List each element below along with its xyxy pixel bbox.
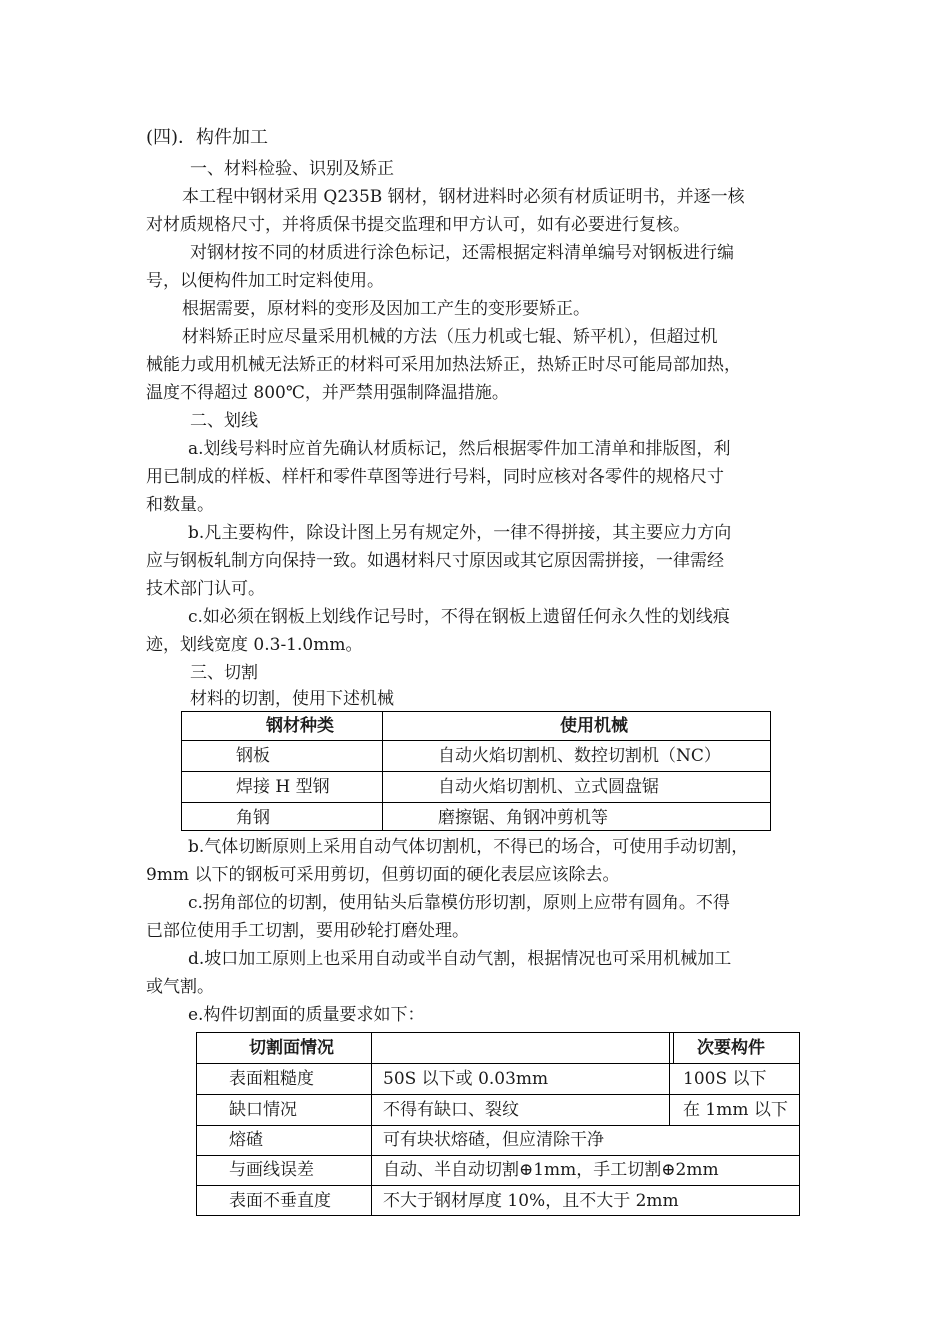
subheading-marking: 二、划线: [190, 411, 258, 431]
table-header: 切割面情况: [249, 1038, 334, 1058]
paragraph-line: a.划线号料时应首先确认材质标记，然后根据零件加工清单和排版图，利: [188, 439, 731, 459]
paragraph-line: 根据需要，原材料的变形及因加工产生的变形要矫正。: [182, 299, 590, 319]
table-header: 钢材种类: [266, 716, 334, 736]
table-cell: 缺口情况: [229, 1100, 297, 1120]
paragraph-line: c.如必须在钢板上划线作记号时，不得在钢板上遗留任何永久性的划线痕: [188, 607, 730, 627]
table-cell: 不得有缺口、裂纹: [383, 1100, 519, 1120]
paragraph-line: c.拐角部位的切割，使用钻头后靠模仿形切割，原则上应带有圆角。不得: [188, 893, 730, 913]
paragraph-line: 温度不得超过 800℃，并严禁用强制降温措施。: [146, 383, 509, 403]
paragraph-line: 技术部门认可。: [146, 579, 265, 599]
paragraph-line: 迹，划线宽度 0.3-1.0mm。: [146, 635, 363, 655]
table-cell: 不大于钢材厚度 10%，且不大于 2mm: [383, 1191, 679, 1211]
paragraph-line: b.气体切断原则上采用自动气体切割机，不得已的场合，可使用手动切割，: [188, 837, 749, 857]
paragraph-line: 对钢材按不同的材质进行涂色标记，还需根据定料清单编号对钢板进行编: [190, 243, 734, 263]
table-cell: 100S 以下: [683, 1069, 767, 1089]
cut-surface-quality-table: [196, 1032, 800, 1216]
paragraph-line: 或气割。: [146, 977, 214, 997]
paragraph-line: 材料的切割，使用下述机械: [190, 689, 394, 709]
paragraph-line: 号，以便构件加工时定料使用。: [146, 271, 384, 291]
table-cell: 与画线误差: [229, 1160, 314, 1180]
subheading-cutting: 三、切割: [190, 663, 258, 683]
table-header: 使用机械: [560, 716, 628, 736]
paragraph-line: e.构件切割面的质量要求如下：: [188, 1005, 425, 1025]
paragraph-line: 本工程中钢材采用 Q235B 钢材，钢材进料时必须有材质证明书，并逐一核: [182, 187, 745, 207]
cutting-machines-table: [181, 711, 771, 831]
table-cell: 角钢: [236, 808, 270, 828]
table-header: 次要构件: [697, 1038, 765, 1058]
paragraph-line: 械能力或用机械无法矫正的材料可采用加热法矫正，热矫正时尽可能局部加热，: [146, 355, 741, 375]
table-cell: 50S 以下或 0.03mm: [383, 1069, 549, 1089]
table-cell: 表面不垂直度: [229, 1191, 331, 1211]
table-cell: 焊接 H 型钢: [236, 777, 330, 797]
table-cell: 熔碴: [229, 1130, 263, 1150]
table-cell: 钢板: [236, 746, 270, 766]
paragraph-line: 用已制成的样板、样杆和零件草图等进行号料，同时应核对各零件的规格尺寸: [146, 467, 724, 487]
paragraph-line: 对材质规格尺寸，并将质保书提交监理和甲方认可，如有必要进行复核。: [146, 215, 690, 235]
paragraph-line: 材料矫正时应尽量采用机械的方法（压力机或七辊、矫平机），但超过机: [182, 327, 718, 347]
table-cell: 自动火焰切割机、立式圆盘锯: [438, 777, 659, 797]
subheading-material: 一、材料检验、识别及矫正: [190, 159, 394, 179]
paragraph-line: b.凡主要构件，除设计图上另有规定外，一律不得拼接，其主要应力方向: [188, 523, 732, 543]
table-cell: 在 1mm 以下: [683, 1100, 788, 1120]
paragraph-line: 和数量。: [146, 495, 214, 515]
table-cell: 自动火焰切割机、数控切割机（NC）: [438, 746, 721, 766]
paragraph-line: 已部位使用手工切割，要用砂轮打磨处理。: [146, 921, 469, 941]
section-title: (四)．构件加工: [146, 127, 269, 148]
paragraph-line: 应与钢板轧制方向保持一致。如遇材料尺寸原因或其它原因需拼接，一律需经: [146, 551, 724, 571]
table-cell: 可有块状熔碴，但应清除干净: [383, 1130, 604, 1150]
table-cell: 磨擦锯、角钢冲剪机等: [438, 808, 608, 828]
paragraph-line: d.坡口加工原则上也采用自动或半自动气割，根据情况也可采用机械加工: [188, 949, 732, 969]
table-cell: 自动、半自动切割⊕1mm，手工切割⊕2mm: [383, 1160, 719, 1180]
paragraph-line: 9mm 以下的钢板可采用剪切，但剪切面的硬化表层应该除去。: [146, 865, 620, 885]
table-cell: 表面粗糙度: [229, 1069, 314, 1089]
